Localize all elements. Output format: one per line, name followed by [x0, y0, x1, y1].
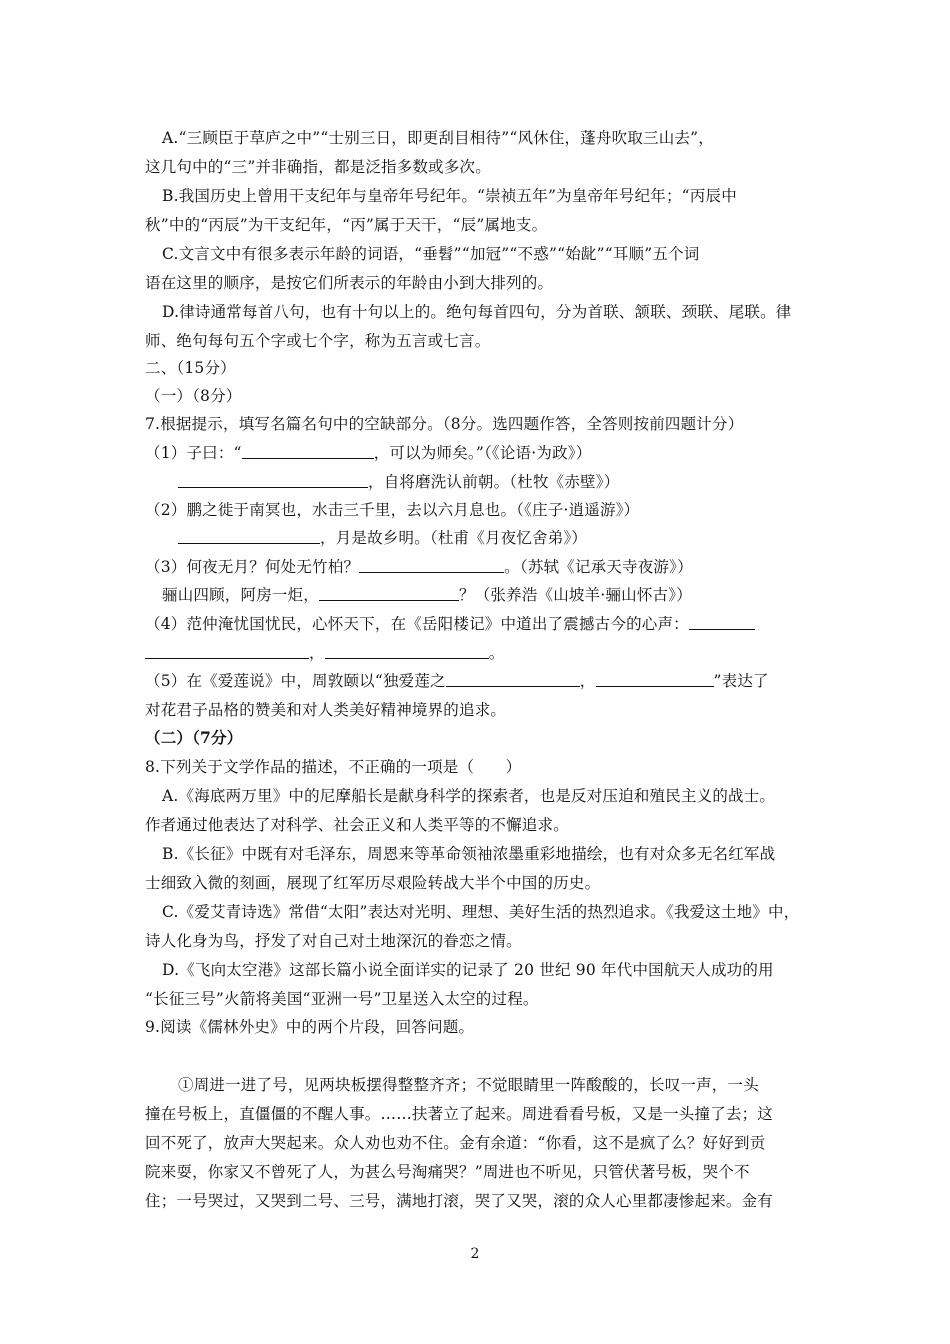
q7-2b-suffix: ，月是故乡明。（杜甫《月夜忆舍弟》）	[320, 529, 588, 547]
question-9-prompt: 9.阅读《儒林外史》中的两个片段，回答问题。	[145, 1018, 475, 1036]
q6-option-c-line1: C.文言文中有很多表示年龄的词语，“垂髫”“加冠”“不惑”“始龀”“耳顺”五个词	[162, 245, 700, 263]
answer-blank[interactable]	[325, 643, 489, 659]
q7-4a-prefix: （4）范仲淹忧国忧民，心怀天下，在《岳阳楼记》中道出了震撼古今的心声：	[145, 615, 689, 633]
q7-3b-prefix: 骊山四顾，阿房一炬，	[162, 586, 320, 604]
answer-blank[interactable]	[242, 443, 374, 459]
section-two-part-two-heading: （二）（7分）	[145, 728, 243, 747]
q7-item-5-line1	[145, 671, 769, 691]
q8-option-c-line1: C.《爱艾青诗选》常借“太阳”表达对光明、理想、美好生活的热烈追求。《我爱这土地》中，	[162, 903, 800, 921]
q8-option-d-line2: “长征三号”火箭将美国“亚洲一号”卫星送入太空的过程。	[145, 990, 539, 1008]
answer-blank[interactable]	[178, 472, 368, 488]
q7-item-4-line1	[145, 614, 755, 634]
q8-option-a-line1: A.《海底两万里》中的尼摩船长是献身科学的探索者，也是反对压迫和殖民主义的战士。	[162, 787, 776, 805]
q7-1b-suffix: ，自将磨洗认前朝。（杜牧《赤壁》）	[368, 473, 620, 491]
excerpt-1-line1: ①周进一进了号，见两块板摆得整整齐齐；不觉眼睛里一阵酸酸的，长叹一声，一头	[178, 1076, 759, 1094]
q7-item-4-line2	[145, 643, 504, 663]
excerpt-1-line5: 住；一号哭过，又哭到二号、三号，满地打滚，哭了又哭，滚的众人心里都凄惨起来。金有	[145, 1192, 774, 1210]
excerpt-1-line2: 撞在号板上，直僵僵的不醒人事。……扶著立了起来。周进看看号板，又是一头撞了去；这	[145, 1105, 774, 1123]
q7-item-3-line2	[162, 585, 692, 605]
q6-option-c-line2: 语在这里的顺序，是按它们所表示的年龄由小到大排列的。	[145, 274, 554, 292]
q6-option-a-line1: A.“三顾臣于草庐之中”“士别三日，即更刮目相待”“风休住，蓬舟吹取三山去”，	[162, 129, 714, 147]
section-two-heading: 二、（15分）	[145, 359, 236, 377]
answer-blank[interactable]	[446, 671, 580, 687]
q7-4b-period: 。	[488, 644, 505, 662]
answer-blank[interactable]	[359, 557, 504, 573]
excerpt-1-line4: 院来耍，你家又不曾死了人，为甚么号淘痛哭？”周进也不听见，只管伏著号板，哭个不	[145, 1163, 750, 1181]
question-7-prompt: 7.根据提示，填写名篇名句中的空缺部分。（8分。选四题作答，全答则按前四题计分）	[145, 415, 744, 433]
section-two-part-one-heading: （一）（8分）	[145, 387, 242, 405]
q7-5a-separator: ，	[579, 672, 596, 690]
q7-item-2-line1: （2）鹏之徙于南冥也，水击三千里，去以六月息也。（《庄子·逍遥游》）	[145, 501, 640, 519]
q6-option-a-line2: 这几句中的“三”并非确指，都是泛指多数或多次。	[145, 158, 491, 176]
answer-blank[interactable]	[596, 671, 714, 687]
q6-option-b-line1: B.我国历史上曾用干支纪年与皇帝年号纪年。“崇祯五年”为皇帝年号纪年；“丙辰中	[162, 187, 737, 205]
q7-item-1-line1	[145, 443, 591, 463]
q6-option-d-line1: D.律诗通常每首八句，也有十句以上的。绝句每首四句，分为首联、颔联、颈联、尾联。律	[162, 303, 792, 321]
q7-item-1-line2	[178, 472, 619, 492]
q7-1a-suffix: ，可以为师矣。”（《论语·为政》）	[373, 444, 592, 462]
answer-blank[interactable]	[178, 528, 320, 544]
q7-3a-suffix: 。（苏轼《记承天寺夜游》）	[504, 558, 693, 576]
q7-item-5-line2: 对花君子品格的赞美和对人类美好精神境界的追求。	[145, 701, 507, 719]
answer-blank[interactable]	[145, 643, 309, 659]
q6-option-b-line2: 秋”中的“丙辰”为干支纪年，“丙”属于天干，“辰”属地支。	[145, 216, 548, 234]
q7-5a-prefix: （5）在《爱莲说》中，周敦颐以“独爱莲之	[145, 672, 446, 690]
answer-blank[interactable]	[689, 614, 755, 630]
answer-blank[interactable]	[319, 585, 459, 601]
q7-item-2-line2	[178, 528, 587, 548]
q8-option-a-line2: 作者通过他表达了对科学、社会正义和人类平等的不懈追求。	[145, 816, 569, 834]
q7-item-3-line1	[145, 557, 693, 577]
q7-4b-separator: ，	[309, 644, 325, 662]
q7-5a-suffix: ”表达了	[713, 672, 769, 690]
q6-option-d-line2: 师、绝句每句五个字或七个字，称为五言或七言。	[145, 332, 491, 350]
q7-3b-suffix: ？（张养浩《山坡羊·骊山怀古》）	[459, 586, 692, 604]
page-number: 2	[470, 1246, 480, 1262]
q8-option-b-line1: B.《长征》中既有对毛泽东，周恩来等革命领袖浓墨重彩地描绘，也有对众多无名红军战	[162, 845, 776, 863]
q7-1a-prefix: （1）子曰：“	[145, 444, 242, 462]
question-8-prompt: 8.下列关于文学作品的描述，不正确的一项是（ ）	[145, 758, 522, 776]
q7-3a-prefix: （3）何夜无月？何处无竹柏？	[145, 558, 360, 576]
q8-option-c-line2: 诗人化身为鸟，抒发了对自己对土地深沉的眷恋之情。	[145, 932, 522, 950]
q8-option-d-line1: D.《飞向太空港》这部长篇小说全面详实的记录了 20 世纪 90 年代中国航天人成功的用	[162, 961, 774, 979]
q8-option-b-line2: 士细致入微的刻画，展现了红军历尽艰险转战大半个中国的历史。	[145, 874, 601, 892]
excerpt-1-line3: 回不死了，放声大哭起来。众人劝也劝不住。金有余道：“你看，这不是疯了么？好好到贡	[145, 1134, 766, 1152]
